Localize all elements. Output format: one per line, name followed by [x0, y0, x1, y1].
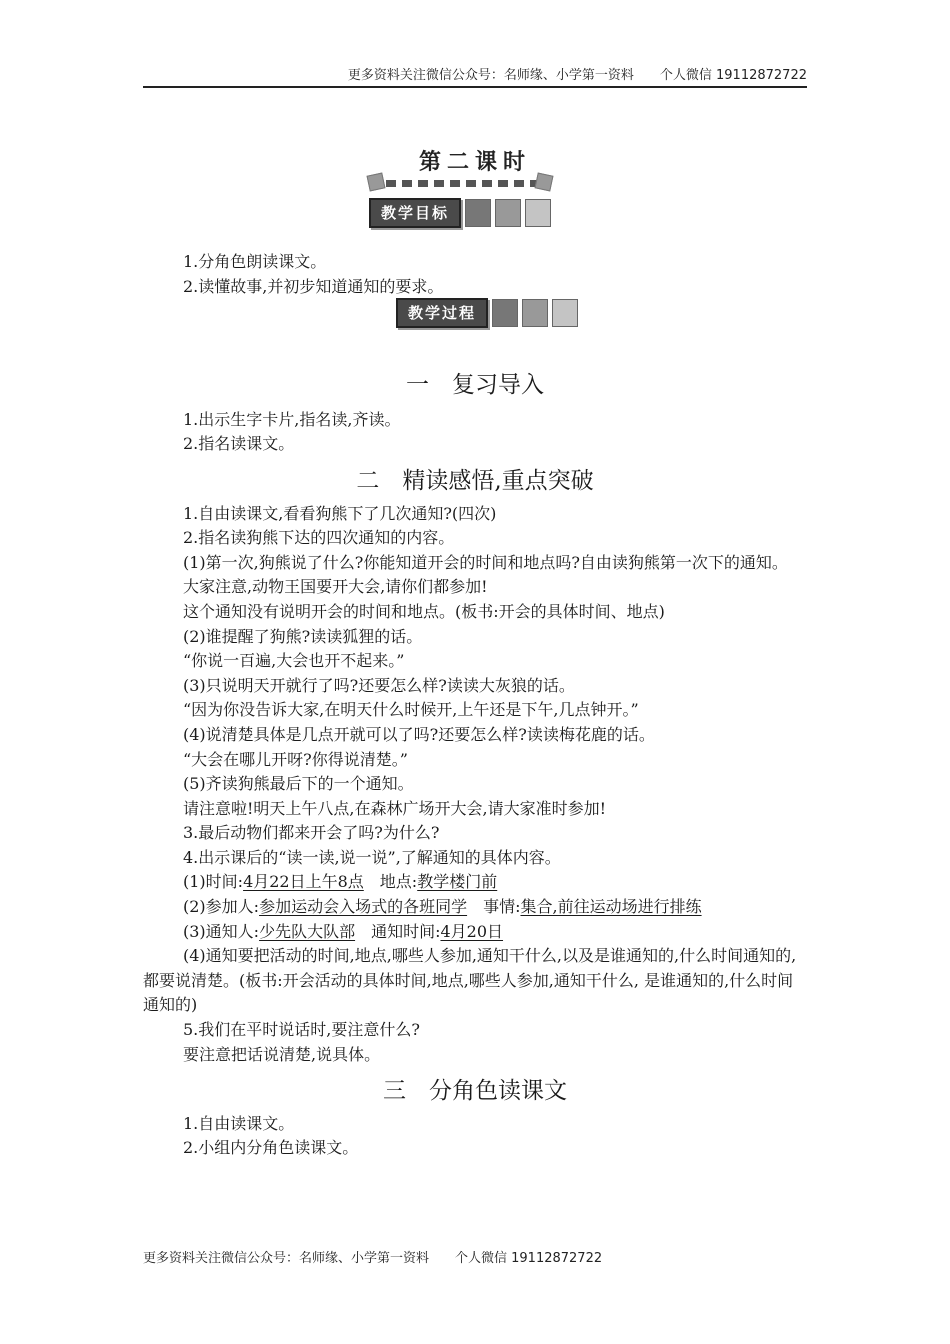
quote-line: “因为你没告诉大家,在明天什么时候开,上午还是下午,几点钟开。” — [183, 700, 639, 720]
quote-line: “大会在哪儿开呀?你得说清楚。” — [183, 749, 408, 769]
header-rule — [143, 86, 807, 88]
text-line: (3)只说明天开就行了吗?还要怎么样?读读大灰狼的话。 — [183, 675, 575, 695]
answer-blank: 4月22日上午8点 — [243, 872, 364, 892]
process-banner-label: 教学过程 — [396, 298, 488, 328]
text-line: (5)齐读狗熊最后下的一个通知。 — [183, 774, 414, 794]
text-line: (4)通知要把活动的时间,地点,哪些人参加,通知干什么,以及是谁通知的,什么时间通知的,都要说清楚。(板书:开会活动的具体时间,地点,哪些人参加,通知干什么, 是谁通知的,什么时间通知的) — [143, 946, 797, 1015]
answer-label: (1)时间: — [183, 872, 244, 892]
text-line: 这个通知没有说明开会的时间和地点。(板书:开会的具体时间、地点) — [183, 601, 665, 621]
answer-line — [143, 870, 807, 895]
objective-item: 1.分角色朗读课文。 — [183, 252, 327, 271]
text-line: 3.最后动物们都来开会了吗?为什么? — [183, 823, 440, 843]
text-line: 2.指名读课文。 — [183, 434, 295, 454]
section-heading: 一 复习导入 — [406, 372, 544, 399]
answer-blank: 少先队大队部 — [259, 921, 356, 941]
text-line: 大家注意,动物王国要开大会,请你们都参加! — [183, 577, 488, 597]
title-decoration — [368, 174, 552, 194]
section-heading: 二 精读感悟,重点突破 — [356, 467, 594, 494]
corner-square-icon — [535, 173, 554, 192]
answer-label: 通知时间: — [355, 921, 441, 941]
answer-blank: 参加运动会入场式的各班同学 — [259, 897, 468, 917]
page-footer: 更多资料关注微信公众号：名师缘、小学第一资料 个人微信 19112872722 — [143, 1251, 603, 1266]
text-line: 5.我们在平时说话时,要注意什么? — [183, 1020, 420, 1040]
text-line: 2.指名读狗熊下达的四次通知的内容。 — [183, 528, 455, 548]
answer-label: 事情: — [467, 897, 521, 917]
banner-square-icon — [525, 199, 551, 227]
answer-line — [143, 920, 807, 945]
objectives-banner-label: 教学目标 — [369, 198, 461, 228]
text-line: 1.自由读课文。 — [183, 1113, 295, 1133]
answer-blank: 集合,前往运动场进行排练 — [520, 897, 702, 917]
lesson-title: 第二课时 — [418, 150, 531, 175]
page-header: 更多资料关注微信公众号：名师缘、小学第一资料 个人微信 19112872722 — [347, 68, 807, 83]
answer-blank: 教学楼门前 — [417, 872, 498, 892]
quote-line: “你说一百遍,大会也开不起来。” — [183, 651, 405, 671]
text-line: (2)谁提醒了狗熊?读读狐狸的话。 — [183, 626, 423, 646]
section-heading: 三 分角色读课文 — [383, 1078, 567, 1105]
text-line: 4.出示课后的“读一读,说一说”,了解通知的具体内容。 — [183, 847, 561, 867]
text-line: 请注意啦!明天上午八点,在森林广场开大会,请大家准时参加! — [183, 798, 607, 818]
answer-blank: 4月20日 — [440, 921, 504, 941]
answer-label: (3)通知人: — [183, 921, 260, 941]
text-line: 1.出示生字卡片,指名读,齐读。 — [183, 409, 401, 429]
banner-square-icon — [465, 199, 491, 227]
dashed-line — [386, 180, 540, 187]
text-line: (4)说清楚具体是几点开就可以了吗?还要怎么样?读读梅花鹿的话。 — [183, 724, 655, 744]
lesson-body — [143, 250, 807, 1161]
corner-square-icon — [367, 173, 386, 192]
text-line: 1.自由读课文,看看狗熊下了几次通知?(四次) — [183, 503, 497, 523]
text-line: (1)第一次,狗熊说了什么?你能知道开会的时间和地点吗?自由读狗熊第一次下的通知。 — [183, 552, 788, 572]
answer-label: (2)参加人: — [183, 897, 260, 917]
answer-line — [143, 895, 807, 920]
text-line: 要注意把话说清楚,说具体。 — [183, 1044, 381, 1064]
objective-item: 2.读懂故事,并初步知道通知的要求。 — [183, 276, 444, 296]
banner-square-icon — [495, 199, 521, 227]
answer-label: 地点: — [363, 872, 418, 892]
text-line: 2.小组内分角色读课文。 — [183, 1138, 359, 1158]
objectives-banner — [369, 198, 551, 228]
